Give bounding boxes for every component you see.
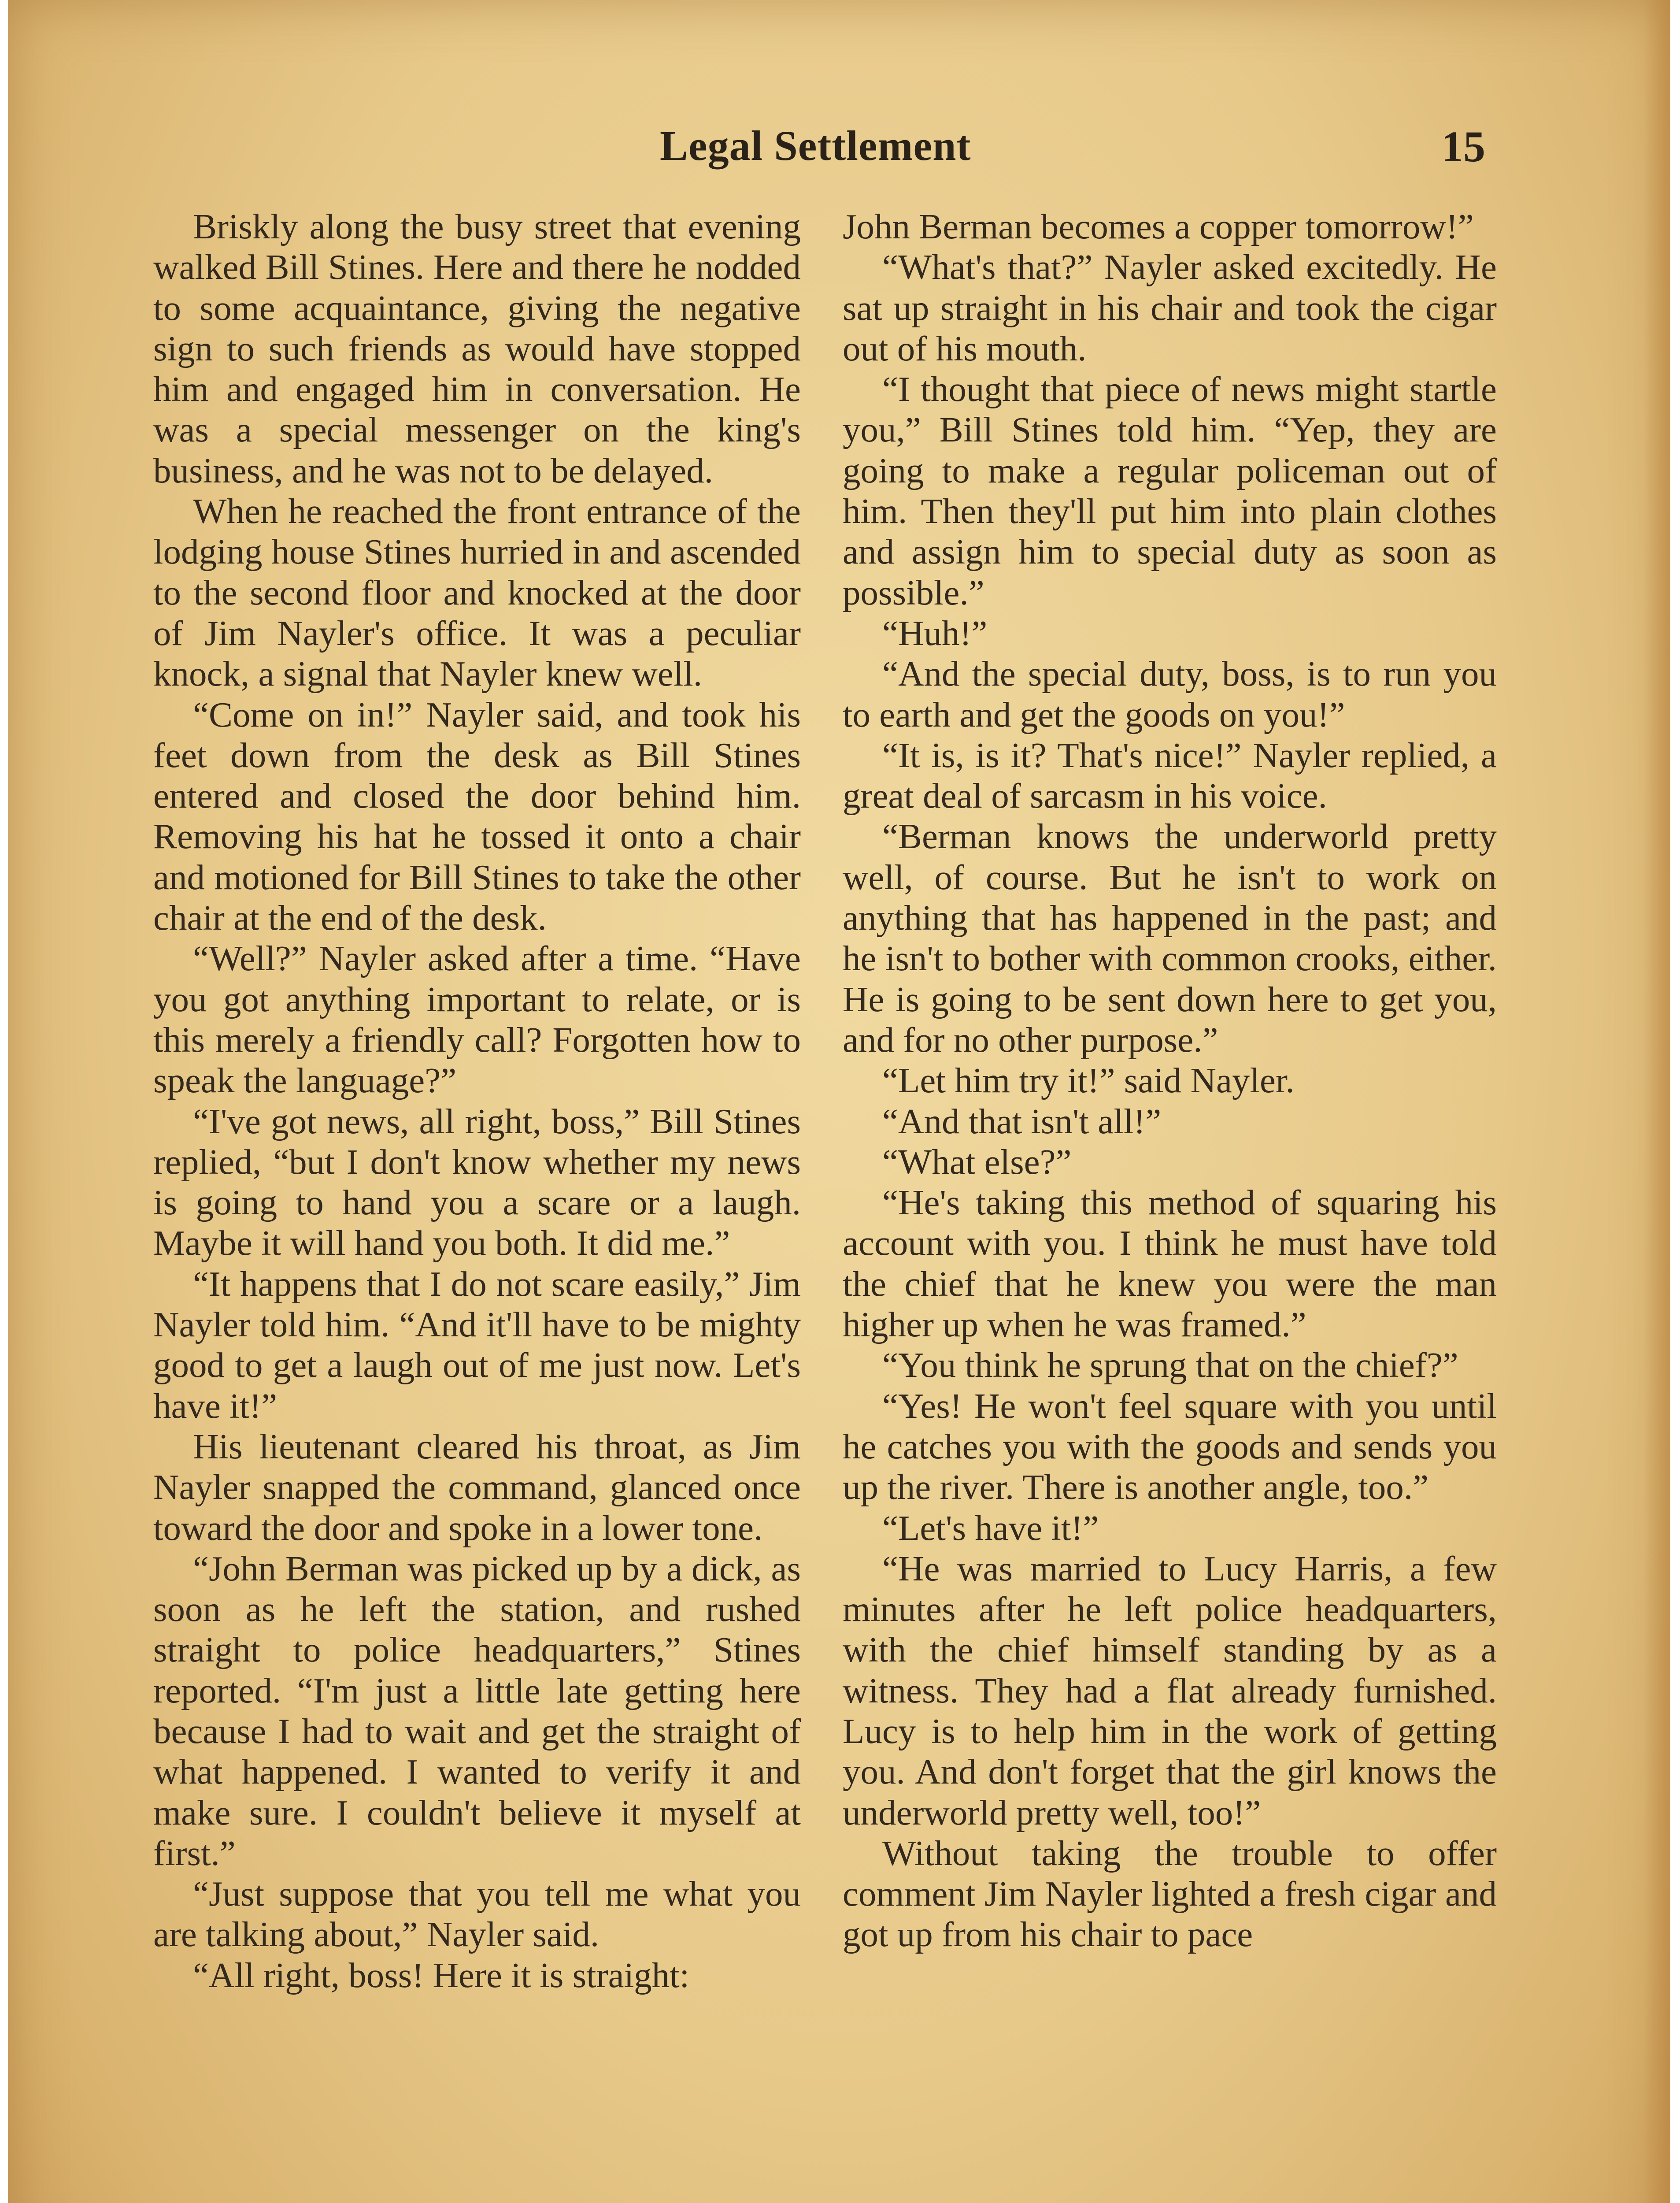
paragraph: “Let him try it!” said Nayler.	[882, 1061, 1295, 1101]
right-column	[843, 206, 1497, 1955]
paragraph: Without taking the trouble to offer comment Jim Nayler lighted a fresh cigar and got up from his chair to pace	[843, 1833, 1497, 1955]
paragraph: “John Berman was picked up by a dick, as soon as he left the station, and rushed straight to police headquarters,” Stines reported. “I'm just a little late getting here because I had to wait and get the straight of what happened. I wanted to verify it and make sure. I couldn't believe it myself at first.”	[153, 1548, 801, 1873]
paragraph: “It happens that I do not scare easily,” Jim Nayler told him. “And it'll have to be mighty good to get a laugh out of me just now. Let's have it!”	[153, 1264, 801, 1426]
paragraph: “And that isn't all!”	[882, 1101, 1162, 1141]
paragraph: “What's that?” Nayler asked excitedly. He sat up straight in his chair and took the cigar out of his mouth.	[843, 247, 1497, 368]
paragraph: When he reached the front entrance of the lodging house Stines hurried in and ascended to the second floor and knocked at the door of Jim Nayler's office. It was a peculiar knock, a signal that Nayler knew well.	[153, 491, 801, 694]
paragraph: “And the special duty, boss, is to run you to earth and get the goods on you!”	[843, 654, 1497, 734]
paragraph: “Well?” Nayler asked after a time. “Have you got anything important to relate, or is this merely a friendly call? Forgotten how to speak the language?”	[153, 938, 801, 1101]
paragraph: “He's taking this method of squaring his account with you. I think he must have told the chief that he knew you were the man higher up when he was framed.”	[843, 1183, 1497, 1345]
paragraph: “You think he sprung that on the chief?”	[882, 1345, 1458, 1385]
page-number: 15	[1441, 122, 1485, 171]
running-title: Legal Settlement	[660, 122, 971, 169]
page-header	[167, 112, 1485, 183]
paragraph: His lieutenant cleared his throat, as Jim Nayler snapped the command, glanced once toward the door and spoke in a lower tone.	[153, 1426, 801, 1548]
paragraph: “I've got news, all right, boss,” Bill Stines replied, “but I don't know whether my news is going to hand you a scare or a laugh. Maybe it will hand you both. It did me.”	[153, 1101, 801, 1263]
left-column	[153, 206, 801, 1995]
paragraph: “Huh!”	[882, 613, 988, 653]
paragraph: “What else?”	[882, 1142, 1072, 1182]
paragraph: “I thought that piece of news might startle you,” Bill Stines told him. “Yep, they are going to make a regular policeman out of him. Then they'll put him into plain clothes and assign him to special duty as soon as possible.”	[843, 369, 1497, 612]
paragraph: Briskly along the busy street that evening walked Bill Stines. Here and there he nodded to some acquaintance, giving the negative sign to such friends as would have stopped him and engaged him in conversation. He was a special messenger on the king's business, and he was not to be delayed.	[153, 207, 801, 490]
magazine-page	[8, 0, 1670, 2203]
paragraph: “Just suppose that you tell me what you are talking about,” Nayler said.	[153, 1874, 801, 1955]
paragraph: “He was married to Lucy Harris, a few minutes after he left police headquarters, with the chief himself standing by as a witness. They had a flat already furnished. Lucy is to help him in the work of getting you. And don't forget that the girl knows the underworld pretty well, too!”	[843, 1548, 1497, 1832]
paragraph: “Come on in!” Nayler said, and took his feet down from the desk as Bill Stines entered and closed the door behind him. Removing his hat he tossed it onto a chair and motioned for Bill Stines to take the other chair at the end of the desk.	[153, 694, 801, 938]
paragraph: “All right, boss! Here it is straight:	[193, 1955, 690, 1995]
paragraph: “Let's have it!”	[882, 1508, 1099, 1548]
paragraph-continuation: John Berman becomes a copper tomorrow!”	[843, 207, 1474, 246]
paragraph: “Yes! He won't feel square with you until he catches you with the goods and sends you up the river. There is another angle, too.”	[843, 1386, 1497, 1507]
paragraph: “It is, is it? That's nice!” Nayler replied, a great deal of sarcasm in his voice.	[843, 735, 1497, 816]
paragraph: “Berman knows the underworld pretty well, of course. But he isn't to work on anything that has happened in the past; and he isn't to bother with common crooks, either. He is going to be sent down here to get you, and for no other purpose.”	[843, 816, 1497, 1060]
